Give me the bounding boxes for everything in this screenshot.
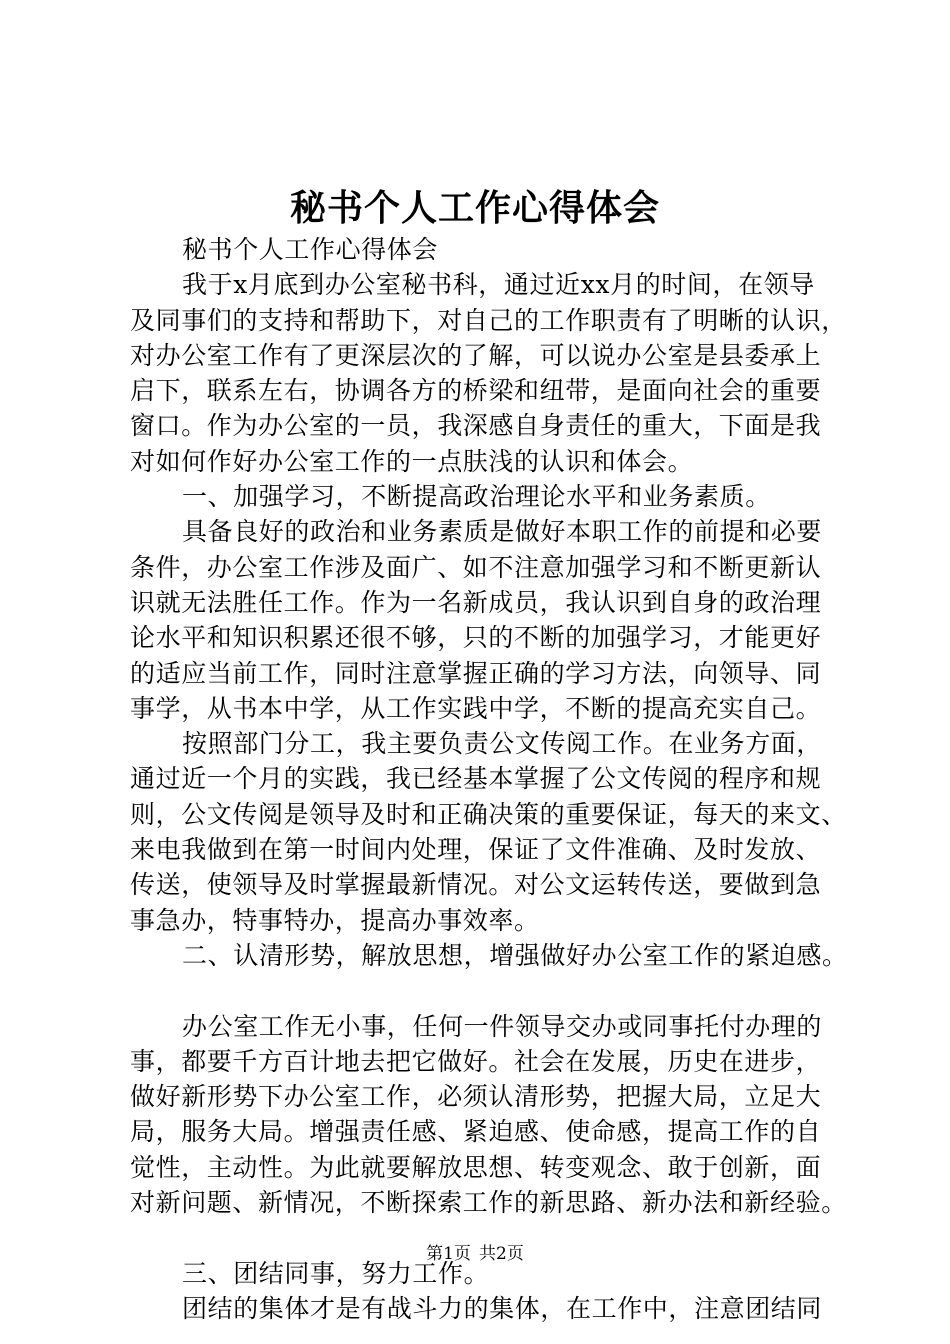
doc-line: 我于x月底到办公室秘书科，通过近xx月的时间，在领导 [182, 270, 815, 300]
doc-line: 秘书个人工作心得体会 [182, 235, 439, 264]
doc-line: 事急办，特事特办，提高办事效率。 [130, 905, 540, 935]
doc-line: 对新问题、新情况，不断探索工作的新思路、新办法和新经验。 [130, 1188, 847, 1218]
doc-line: 对如何作好办公室工作的一点肤浅的认识和体会。 [130, 446, 694, 476]
page-title: 秘书个人工作心得体会 [289, 187, 660, 229]
doc-line: 具备良好的政治和业务素质是做好本职工作的前提和必要 [182, 517, 823, 547]
document-body [130, 232, 850, 1326]
doc-line: 识就无法胜任工作。作为一名新成员，我认识到自身的政治理 [130, 587, 822, 617]
doc-line: 觉性，主动性。为此就要解放思想、转变观念、敢于创新，面 [130, 1152, 822, 1182]
doc-line: 来电我做到在第一时间内处理，保证了文件准确、及时发放、 [130, 835, 822, 865]
doc-line: 论水平和知识积累还很不够，只的不断的加强学习，才能更好 [130, 623, 822, 653]
blank-line [130, 973, 850, 1008]
page-footer [0, 1242, 950, 1266]
page-total: 共2页 [479, 1244, 524, 1264]
doc-line: 团结的集体才是有战斗力的集体，在工作中，注意团结同 [182, 1293, 823, 1323]
doc-line: 启下，联系左右，协调各方的桥梁和纽带，是面向社会的重要 [130, 376, 822, 406]
section-heading: 三、团结同事，努力工作。 [182, 1258, 490, 1288]
doc-line: 则，公文传阅是领导及时和正确决策的重要保证，每天的来文、 [130, 799, 847, 829]
doc-line: 通过近一个月的实践，我已经基本掌握了公文传阅的程序和规 [130, 764, 822, 794]
section-heading: 二、认清形势，解放思想，增强做好办公室工作的紧迫感。 [182, 940, 848, 970]
doc-line: 按照部门分工，我主要负责公文传阅工作。在业务方面， [182, 729, 823, 759]
doc-line: 的适应当前工作，同时注意掌握正确的学习方法，向领导、同 [130, 658, 822, 688]
doc-line: 事，都要千方百计地去把它做好。社会在发展，历史在进步， [130, 1046, 822, 1076]
doc-line: 窗口。作为办公室的一员，我深感自身责任的重大，下面是我 [130, 411, 822, 441]
doc-line: 对办公室工作有了更深层次的了解，可以说办公室是县委承上 [130, 340, 822, 370]
doc-line: 局，服务大局。增强责任感、紧迫感、使命感，提高工作的自 [130, 1117, 822, 1147]
doc-line: 事学，从书本中学，从工作实践中学，不断的提高充实自己。 [130, 693, 822, 723]
doc-line: 传送，使领导及时掌握最新情况。对公文运转传送，要做到急 [130, 870, 822, 900]
page-number: 第1页 [426, 1244, 471, 1264]
doc-line: 办公室工作无小事，任何一件领导交办或同事托付办理的 [182, 1011, 823, 1041]
doc-line: 条件，办公室工作涉及面广、如不注意加强学习和不断更新认 [130, 552, 822, 582]
section-heading: 一、加强学习，不断提高政治理论水平和业务素质。 [182, 482, 771, 512]
doc-line: 及同事们的支持和帮助下，对自己的工作职责有了明晰的认识， [130, 305, 847, 335]
doc-line: 做好新形势下办公室工作，必须认清形势，把握大局，立足大 [130, 1082, 822, 1112]
